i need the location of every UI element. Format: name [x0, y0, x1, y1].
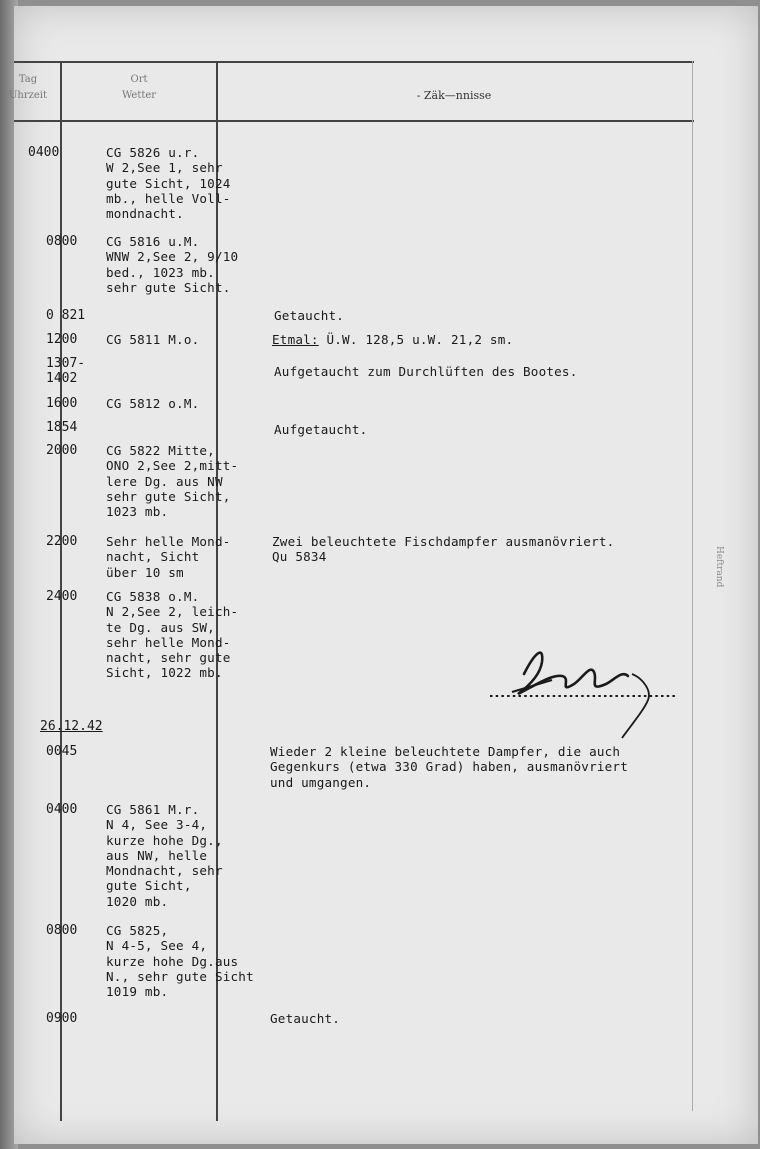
entry-time: 0800 — [46, 234, 78, 249]
entry-time: 2400 — [46, 589, 78, 604]
entry-place: CG 5816 u.M. WNW 2,See 2, 9/10 bed., 1023 mb. sehr gute Sicht. — [106, 234, 239, 295]
logbook-page — [8, 6, 758, 1144]
entry-time: 1854 — [46, 420, 78, 435]
entry-place: CG 5812 o.M. — [106, 396, 200, 411]
entry-time: 1600 — [46, 396, 78, 411]
margin-note: Heftrand — [714, 546, 724, 588]
signature-image — [482, 634, 692, 744]
entry-place: CG 5822 Mitte, ONO 2,See 2,mitt- lere Dg. aus NW sehr gute Sicht, 1023 mb. — [106, 443, 239, 520]
entry-event: Getaucht. — [270, 1011, 341, 1026]
header-time-line1: Tag — [18, 74, 38, 85]
entry-place: CG 5825, N 4-5, See 4, kurze hohe Dg.aus N., sehr gute Sicht 1019 mb. — [106, 923, 254, 1000]
header-time-line2: Uhrzeit — [8, 90, 48, 101]
entry-time: 0400 — [46, 802, 78, 817]
header-place — [104, 72, 174, 104]
entry-place: CG 5861 M.r. N 4, See 3-4, kurze hohe Dg., aus NW, helle Mondnacht, sehr gute Sicht, 1020 mb. — [106, 802, 223, 909]
page-right-rule — [692, 61, 693, 1111]
entry-event: Aufgetaucht zum Durchlüften des Bootes. — [274, 364, 578, 379]
header-time — [0, 72, 56, 104]
etmal-value: Ü.W. 128,5 u.W. 21,2 sm. — [318, 332, 514, 347]
entry-place: CG 5826 u.r. W 2,See 1, sehr gute Sicht, 1024 mb., helle Voll- mondnacht. — [106, 145, 231, 222]
entry-time: 2200 — [46, 534, 78, 549]
entry-time: 0 821 — [46, 308, 86, 323]
entry-place: CG 5811 M.o. — [106, 332, 200, 347]
header-events: - Zäk—nnisse — [416, 89, 492, 102]
entry-time: 1307- 1402 — [46, 356, 86, 387]
etmal-label: Etmal: — [272, 332, 319, 347]
entry-event: Aufgetaucht. — [274, 422, 368, 437]
header-top-rule — [14, 61, 694, 63]
entry-time: 2000 — [46, 443, 78, 458]
entry-event: Wieder 2 kleine beleuchtete Dampfer, die auch Gegenkurs (etwa 330 Grad) haben, ausmanövriert und umgangen. — [270, 744, 628, 790]
entry-time: 0900 — [46, 1011, 78, 1026]
date-heading: 26.12.42 — [40, 719, 103, 734]
entry-time: 0800 — [46, 923, 78, 938]
entry-event: Getaucht. — [274, 308, 345, 323]
entry-place: Sehr helle Mond- nacht, Sicht über 10 sm — [106, 534, 231, 580]
header-place-line1: Ort — [130, 74, 148, 85]
header-place-line2: Wetter — [121, 90, 157, 101]
entry-time: 1200 — [46, 332, 78, 347]
entry-place: CG 5838 o.M. N 2,See 2, leich- te Dg. aus SW, sehr helle Mond- nacht, sehr gute Sicht, 1022 mb. — [106, 589, 239, 681]
entry-event: Zwei beleuchtete Fischdampfer ausmanövriert. Qu 5834 — [272, 534, 615, 565]
entry-event — [272, 332, 513, 347]
entry-time: 0400 — [28, 145, 60, 160]
entry-time: 0045 — [46, 744, 78, 759]
header-bottom-rule — [14, 120, 694, 122]
